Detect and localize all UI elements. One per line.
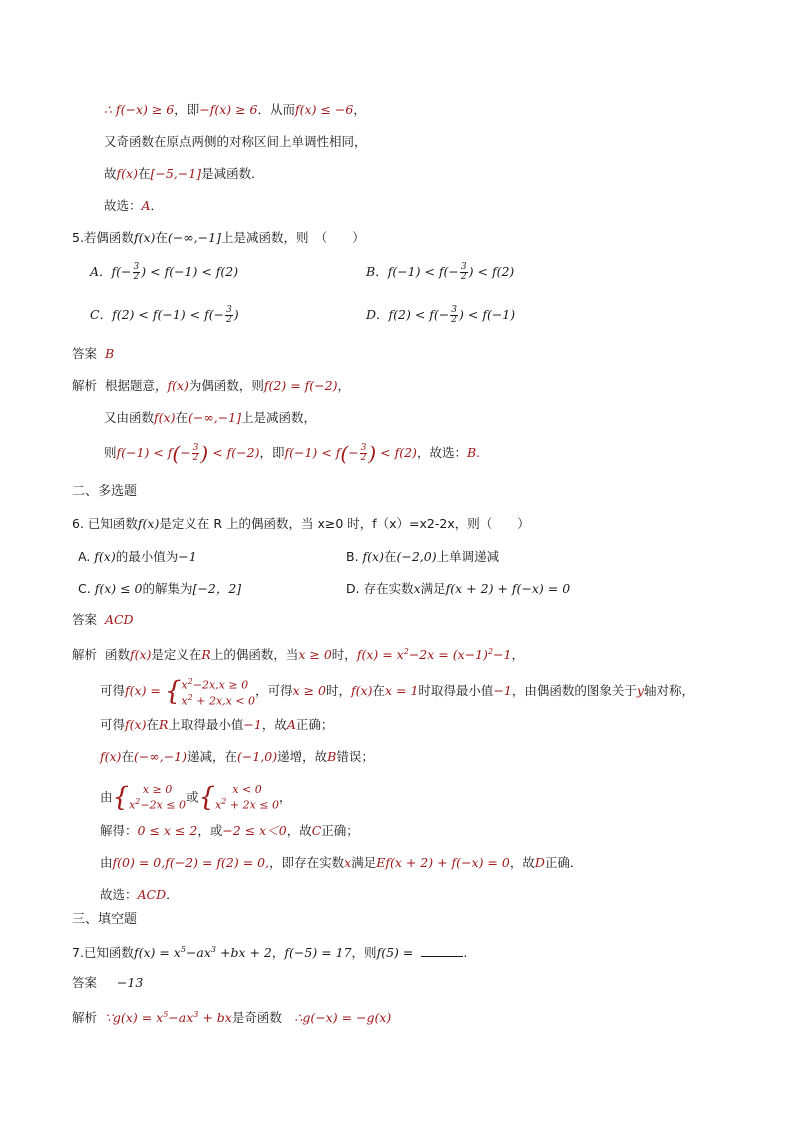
analysis-label: 解析	[72, 1010, 98, 1026]
q6-option-a: A. f(x)的最小值为−1	[78, 549, 197, 564]
q6-analysis-4: f(x)在(−∞,−1)递减，在(−1,0)递增，故B错误；	[100, 749, 374, 764]
analysis-label: 解析	[72, 378, 98, 393]
q6-option-c: C. f(x) ≤ 0的解集为[−2，2]	[78, 581, 242, 596]
q6-option-d: D. 存在实数x满足f(x + 2) + f(−x) = 0	[346, 581, 571, 596]
q5-option-a: A．f(− $\frac{3}{2}$ ) < f(−1) < f(2)	[90, 262, 239, 282]
section-title-fill-in: 三、填空题	[72, 912, 138, 927]
q6-analysis-5: 由{ x ≥ 0 $x^2-2x \le 0$ 或{ x < 0 $x^2 + 2x \le 0$ ，	[100, 782, 292, 813]
answer-label: 答案	[72, 346, 98, 361]
q6-analysis-6: 解得：0 ≤ x ≤ 2，或−2 ≤ x＜0，故C正确；	[100, 823, 359, 838]
answer-value: ACD	[104, 612, 134, 627]
q5-analysis-2: 又由函数f(x)在(−∞,−1]上是减函数，	[104, 410, 317, 425]
q6-analysis-1: 解析 函数f(x)是定义在R上的偶函数，当x ≥ 0时，$f(x) = x^2-2x = (x-1)^2-1$，	[72, 647, 524, 663]
answer-label: 答案	[72, 975, 98, 990]
q5-analysis-3: 则f(−1) < f(− $\frac{3}{2}$ ) < f(−2)，即f(−1) < f(− $\frac{3}{2}$ ) < f(2)，故选：B.	[104, 441, 481, 466]
q6-analysis-8: 故选：ACD．	[100, 887, 179, 902]
q5-option-d: D．f(2) < f(− $\frac{3}{2}$ ) < f(−1)	[366, 305, 516, 325]
q5-answer	[72, 345, 114, 363]
q6-option-b: B. f(x)在(−2,0)上单调递减	[346, 549, 500, 564]
q6-answer	[72, 611, 134, 629]
answer-value: −13	[116, 975, 144, 990]
q6-analysis-7: 由f(0) = 0,f(−2) = f(2) = 0,，即存在实数x满足Ef(x + 2) + f(−x) = 0，故D正确．	[100, 855, 583, 870]
q7-analysis-1: 解析 ∵g(x) = $x^5-ax^3$ + bx是奇函数 ∴g(−x) = −g(x)	[72, 1010, 392, 1026]
q5-option-c: C．f(2) < f(−1) < f(− $\frac{3}{2}$ )	[90, 305, 239, 325]
answer-value: B	[104, 346, 115, 361]
answer-blank[interactable]	[421, 944, 463, 957]
sol4-line2: 又奇函数在原点两侧的对称区间上单调性相同，	[104, 134, 367, 149]
q5-analysis-1: 解析 根据题意，f(x)为偶函数，则f(2) = f(−2)，	[72, 378, 350, 393]
analysis-label: 解析	[72, 647, 98, 663]
q6-analysis-2: 可得f(x) = { $x^2-2x,x \ge 0$ $x^2 + 2x,x < 0$ ，可得x ≥ 0时，f(x)在x = 1时取得最小值−1，由偶函数的图象关于y轴对称，	[100, 676, 694, 708]
sol4-line1: ∴ f(−x) ≥ 6，即−f(x) ≥ 6．从而f(x) ≤ −6，	[104, 102, 366, 117]
q6-analysis-3: 可得f(x)在R上取得最小值−1，故A正确；	[100, 717, 334, 732]
answer-label: 答案	[72, 612, 98, 627]
q5-stem: 5.若偶函数f(x)在(−∞,−1]上是减函数，则 （ ）	[72, 230, 365, 245]
q5-option-b: B．f(−1) < f(− $\frac{3}{2}$ ) < f(2)	[366, 262, 515, 282]
q7-answer	[72, 974, 143, 992]
sol4-line3: 故f(x)在[−5,−1]是减函数．	[104, 166, 264, 181]
sol4-line4: 故选：A．	[104, 198, 164, 213]
q6-stem: 6. 已知函数f(x)是定义在 R 上的偶函数，当 x≥0 时，f（x）=x2-2x，则（ ）	[72, 516, 530, 531]
section-title-multiple-choice: 二、多选题	[72, 484, 138, 499]
q7-stem: 7.已知函数$f(x) = x^5-ax^3 +bx + 2$，f(−5) = 17，则f(5) = .	[72, 945, 468, 961]
